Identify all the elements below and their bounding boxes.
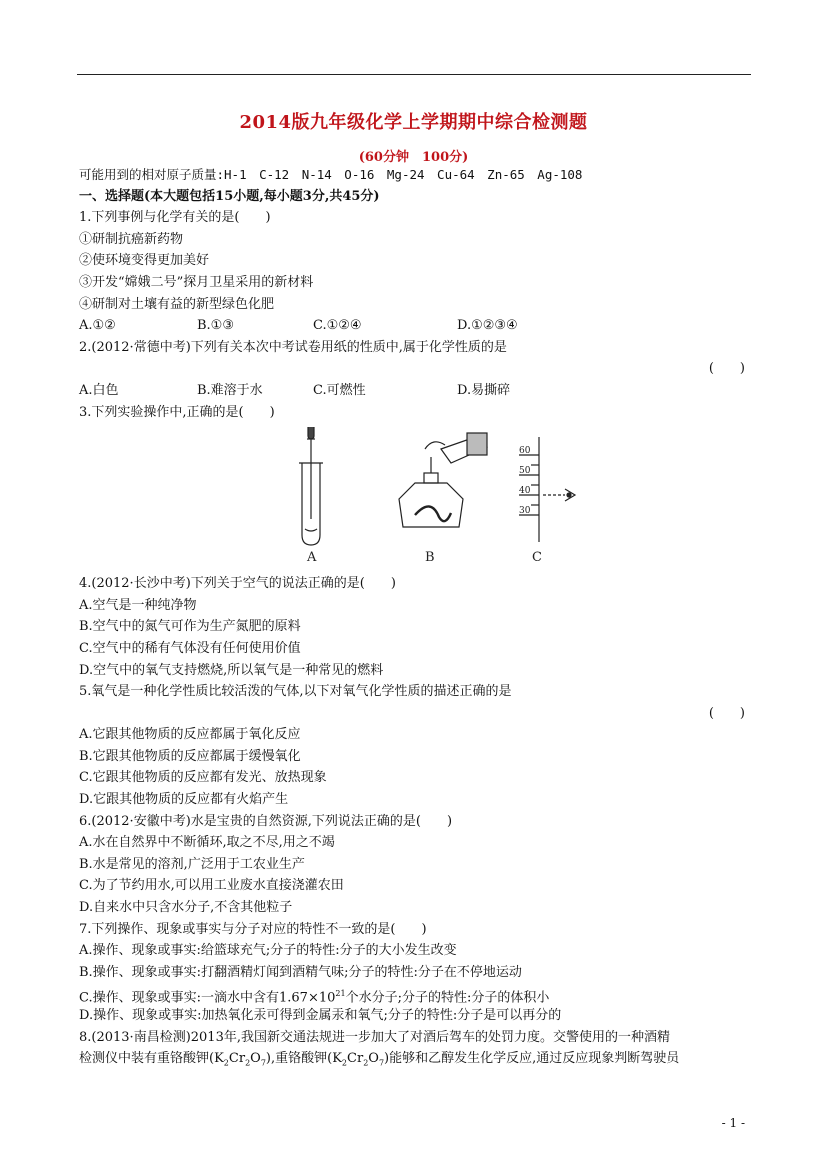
question-7-option-c: C.操作、现象或事实:一滴水中含有$1.67\times 10^{21}$个水分子;分子的特性:分子的体积小	[79, 989, 550, 1006]
page-number: - 1 -	[721, 1116, 745, 1130]
option-a: A.①②	[79, 318, 116, 334]
lab-apparatus-figure	[219, 427, 599, 567]
question-5-option: D.它跟其他物质的反应都有火焰产生	[79, 792, 289, 808]
atomic-masses-line: 可能用到的相对原子质量:H-1 C-12 N-14 O-16 Mg-24 Cu-64 Zn-65 Ag-108	[79, 167, 583, 182]
reagent-jar-figure	[607, 427, 727, 567]
question-8-line-1: 8.(2013·南昌检测)2013年,我国新交通法规进一步加大了对酒后驾车的处罚力度。交警使用的一种酒精	[79, 1029, 670, 1045]
question-7-option: B.操作、现象或事实:打翻酒精灯闻到酒精气味;分子的特性:分子在不停地运动	[79, 964, 522, 980]
option-c: C.①②④	[313, 318, 362, 334]
scale-tick-30: 30	[519, 506, 531, 517]
option-b: B.难溶于水	[197, 382, 263, 398]
question-1-item: ①研制抗癌新药物	[79, 231, 184, 247]
exam-content	[79, 164, 749, 1070]
question-5-stem: 5.氧气是一种化学性质比较活泼的气体,以下对氧气化学性质的描述正确的是	[79, 684, 512, 700]
question-1-stem: 1.下列事例与化学有关的是( )	[79, 210, 271, 226]
question-6-option: C.为了节约用水,可以用工业废水直接浇灌农田	[79, 878, 344, 894]
option-c: C.可燃性	[313, 382, 366, 398]
question-2-options	[79, 380, 749, 402]
question-7-stem: 7.下列操作、现象或事实与分子对应的特性不一致的是( )	[79, 921, 427, 937]
question-6-option: D.自来水中只含水分子,不含其他粒子	[79, 900, 293, 916]
figure-label-b: B	[425, 550, 435, 566]
answer-blank: ( )	[708, 705, 745, 721]
question-4-option: D.空气中的氧气支持燃烧,所以氧气是一种常见的燃料	[79, 662, 384, 678]
question-3-figure	[79, 423, 749, 573]
question-4-option: B.空气中的氮气可作为生产氮肥的原料	[79, 619, 301, 635]
question-1-item: ③开发“嫦娥二号”探月卫星采用的新材料	[79, 274, 314, 290]
question-1-item: ④研制对土壤有益的新型绿色化肥	[79, 296, 275, 312]
question-5-option: C.它跟其他物质的反应都有发光、放热现象	[79, 770, 327, 786]
question-2-paren-line	[79, 358, 749, 380]
section-title: 一、选择题(本大题包括15小题,每小题3分,共45分)	[79, 188, 380, 204]
question-5-option: B.它跟其他物质的反应都属于缓慢氧化	[79, 748, 301, 764]
option-d: D.①②③④	[457, 318, 518, 334]
question-4-option: A.空气是一种纯净物	[79, 597, 197, 613]
question-2-stem: 2.(2012·常德中考)下列有关本次中考试卷用纸的性质中,属于化学性质的是	[79, 339, 507, 355]
question-6-option: B.水是常见的溶剂,广泛用于工农业生产	[79, 856, 305, 872]
figure-label-c: C	[532, 550, 542, 566]
figure-label-a: A	[307, 550, 317, 566]
dropper-in-test-tube-icon	[299, 427, 323, 545]
alcohol-lamp-icon	[399, 433, 487, 527]
scale-tick-60: 60	[519, 446, 531, 457]
question-7-option-d: D.操作、现象或事实:加热氧化汞可得到金属汞和氧气;分子的特性:分子是可以再分的	[79, 1008, 562, 1023]
question-1-item: ②使环境变得更加美好	[79, 253, 210, 269]
question-4-stem: 4.(2012·长沙中考)下列关于空气的说法正确的是( )	[79, 576, 396, 592]
scale-tick-50: 50	[519, 466, 531, 477]
question-6-option: A.水在自然界中不断循环,取之不尽,用之不竭	[79, 835, 335, 851]
page-title: 2014版九年级化学上学期期中综合检测题	[239, 112, 588, 133]
option-b: B.①③	[197, 318, 234, 334]
eye-icon	[565, 489, 575, 501]
question-1-options	[79, 315, 749, 337]
scale-tick-40: 40	[519, 486, 531, 497]
question-8-line-2: 检测仪中装有重铬酸钾$(K_2Cr_2O_7)$,重铬酸钾$(K_2Cr_2O_7)$能够和乙醇发生化学反应,通过反应现象判断驾驶员	[79, 1051, 680, 1068]
question-7-option: A.操作、现象或事实:给篮球充气;分子的特性:分子的大小发生改变	[79, 943, 457, 959]
question-4-option: C.空气中的稀有气体没有任何使用价值	[79, 640, 301, 656]
question-5-paren-line	[79, 703, 749, 725]
option-d: D.易撕碎	[457, 382, 511, 398]
page-subtitle: (60分钟 100分)	[358, 150, 469, 165]
question-3-stem: 3.下列实验操作中,正确的是( )	[79, 404, 275, 420]
question-5-option: A.它跟其他物质的反应都属于氧化反应	[79, 727, 301, 743]
question-6-stem: 6.(2012·安徽中考)水是宝贵的自然资源,下列说法正确的是( )	[79, 813, 453, 829]
option-a: A.白色	[79, 382, 119, 398]
header-rule	[77, 74, 751, 75]
answer-blank: ( )	[708, 361, 745, 377]
